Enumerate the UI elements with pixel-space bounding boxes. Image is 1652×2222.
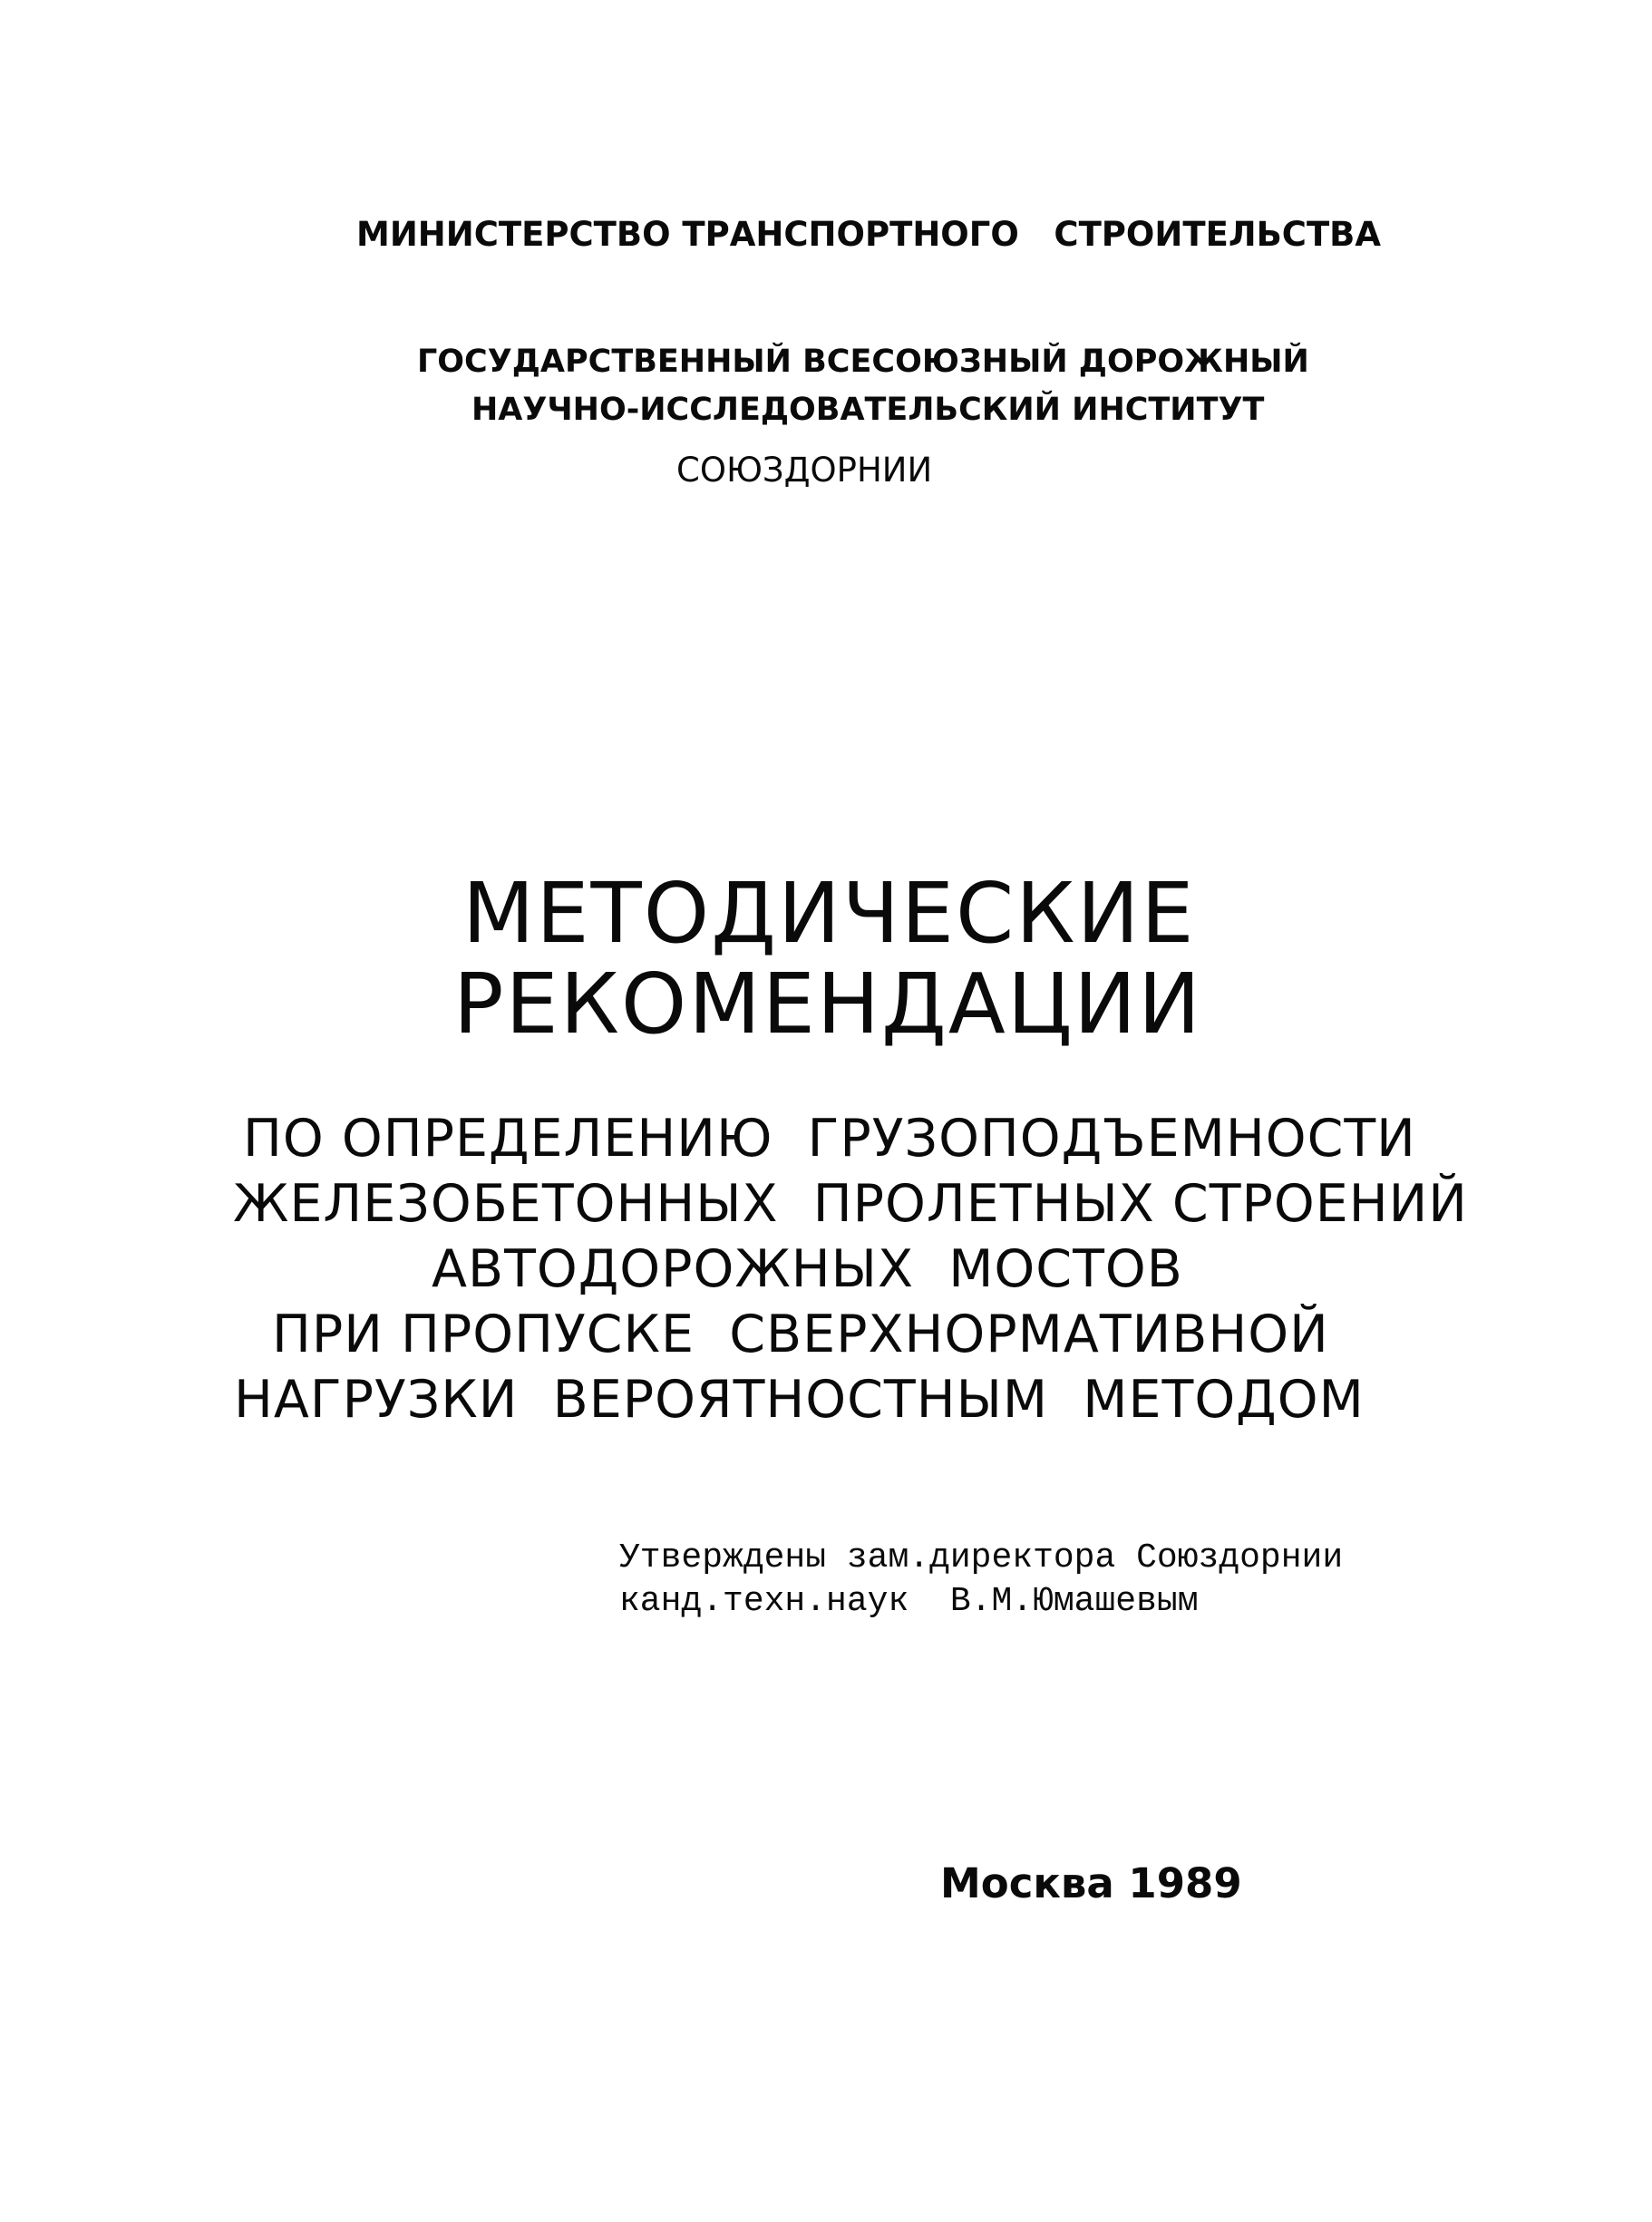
- document-title-line-1: МЕТОДИЧЕСКИЕ: [462, 865, 1196, 962]
- document-title-line-2: РЕКОМЕНДАЦИИ: [453, 956, 1202, 1053]
- institute-abbreviation: СОЮЗДОРНИИ: [676, 451, 933, 490]
- publication-place-year: Москва 1989: [940, 1859, 1242, 1907]
- approval-line-2: канд.техн.наук В.М.Юмашевым: [619, 1582, 1199, 1621]
- document-subtitle-line-3: АВТОДОРОЖНЫХ МОСТОВ: [432, 1239, 1183, 1299]
- approval-line-1: Утверждены зам.директора Союздорнии: [619, 1538, 1344, 1577]
- document-subtitle-line-1: ПО ОПРЕДЕЛЕНИЮ ГРУЗОПОДЪЕМНОСТИ: [243, 1109, 1416, 1169]
- institute-name-line-1: ГОСУДАРСТВЕННЫЙ ВСЕСОЮЗНЫЙ ДОРОЖНЫЙ: [417, 344, 1309, 380]
- institute-name-line-2: НАУЧНО-ИССЛЕДОВАТЕЛЬСКИЙ ИНСТИТУТ: [471, 392, 1265, 428]
- document-subtitle-line-5: НАГРУЗКИ ВЕРОЯТНОСТНЫМ МЕТОДОМ: [234, 1370, 1365, 1430]
- document-subtitle-line-2: ЖЕЛЕЗОБЕТОННЫХ ПРОЛЕТНЫХ СТРОЕНИЙ: [233, 1174, 1468, 1234]
- ministry-heading: МИНИСТЕРСТВО ТРАНСПОРТНОГО СТРОИТЕЛЬСТВА: [356, 215, 1382, 254]
- document-subtitle-line-4: ПРИ ПРОПУСКЕ СВЕРХНОРМАТИВНОЙ: [272, 1305, 1329, 1364]
